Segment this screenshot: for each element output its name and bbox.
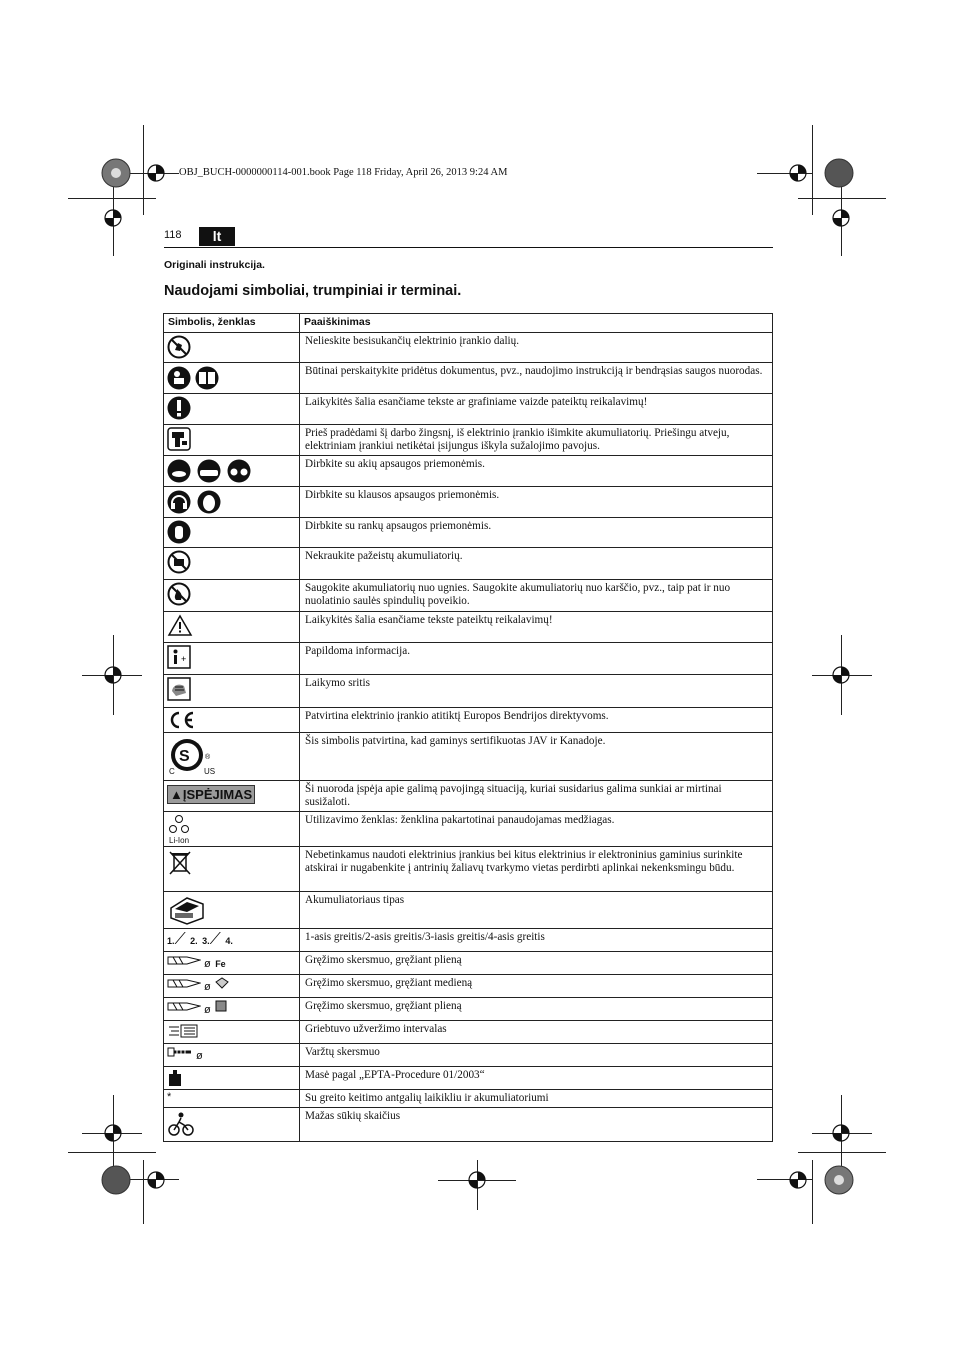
table-row: [164, 333, 773, 363]
row-text: Šis simbolis patvirtina, kad gaminys sertifikuotas JAV ir Kanadoje.: [300, 733, 773, 781]
cyclist-icon: [167, 1110, 195, 1138]
table-row: [164, 548, 773, 580]
symbols-table: [163, 313, 773, 1142]
row-text: Gręžimo skersmuo, gręžiant medieną: [300, 975, 773, 998]
exclamation-icon: [167, 396, 191, 420]
table-row: [164, 975, 773, 998]
speed-gears-icon: 1.⟋ 2. 3.⟋ 4.: [164, 929, 300, 952]
csa-us-label: US: [204, 767, 216, 776]
row-text: Prieš pradėdami šį darbo žingsnį, iš elektrinio įrankio išimkite akumuliatorių. Priešingu atveju, elektriniam įrankiui netikėtai įsijungus iškyla sužalojimo pavojus.: [300, 425, 773, 456]
header-symbol: Simbolis, ženklas: [164, 314, 300, 333]
asterisk-icon: *: [164, 1090, 300, 1108]
weight-icon: [167, 1069, 183, 1087]
speed-3-label: 3.: [202, 936, 210, 946]
table-row: [164, 812, 773, 847]
row-text: Ši nuoroda įspėja apie galimą pavojingą situaciją, kuriai susidarius galima sunkiai ar mirtinai susižaloti.: [300, 781, 773, 812]
table-row: [164, 487, 773, 518]
row-text: 1-asis greitis/2-asis greitis/3-iasis greitis/4-asis greitis: [300, 929, 773, 952]
row-text: Akumuliatoriaus tipas: [300, 892, 773, 929]
warning-badge-icon: ▲ĮSPĖJIMAS: [167, 785, 255, 804]
table-row: [164, 425, 773, 456]
table-row: [164, 1044, 773, 1067]
row-text: Nekraukite pažeistų akumuliatorių.: [300, 548, 773, 580]
drill-wood-icon: [164, 975, 300, 998]
read-manual-icon: [167, 365, 221, 391]
svg-text:S: S: [179, 748, 190, 765]
row-text: Su greito keitimo antgalių laikikliu ir akumuliatoriumi: [300, 1090, 773, 1108]
fe-label: Fe: [215, 959, 226, 969]
table-row: [164, 781, 773, 812]
drill-steel-icon: [164, 952, 300, 975]
row-text: Gręžimo skersmuo, gręžiant plieną: [300, 998, 773, 1021]
table-row: [164, 394, 773, 425]
table-row: [164, 580, 773, 612]
table-row: [164, 1067, 773, 1090]
no-touch-rotating-parts-icon: [167, 335, 191, 359]
speed-4-label: 4.: [225, 936, 233, 946]
table-row: [164, 1108, 773, 1142]
chuck-range-icon: [167, 1023, 201, 1039]
table-row: [164, 518, 773, 548]
ce-mark-icon: [167, 710, 197, 730]
language-badge: lt: [199, 227, 235, 246]
row-text: Mažas sūkių skaičius: [300, 1108, 773, 1142]
subtitle: Originali instrukcija.: [164, 259, 265, 271]
page-number: 118: [164, 229, 182, 241]
crossed-bin-icon: [167, 849, 193, 877]
table-row: [164, 363, 773, 394]
recycling-li-ion-icon: [167, 814, 193, 836]
eye-protection-icon: [167, 458, 251, 484]
row-text: Dirbkite su klausos apsaugos priemonėmis.: [300, 487, 773, 518]
row-text: Griebtuvo užveržimo intervalas: [300, 1021, 773, 1044]
csa-c-label: C: [169, 767, 175, 776]
row-text: Gręžimo skersmuo, gręžiant plieną: [300, 952, 773, 975]
row-text: Saugokite akumuliatorių nuo ugnies. Saugokite akumuliatorių nuo karščio, pvz., taip pat ir nuo nuolatinio saulės spindulių poveikio.: [300, 580, 773, 612]
table-row: [164, 998, 773, 1021]
table-row: [164, 1021, 773, 1044]
row-text: Būtinai perskaitykite pridėtus dokumentus, pvz., naudojimo instrukciją ir bendrąsias saugos nuorodas.: [300, 363, 773, 394]
remove-battery-icon: [167, 427, 191, 451]
warning-badge-label: ĮSPĖJIMAS: [182, 787, 253, 802]
svg-text:®: ®: [205, 754, 211, 761]
row-text: Varžtų skersmuo: [300, 1044, 773, 1067]
diameter-label: ø: [196, 1050, 203, 1062]
battery-fire-icon: [167, 582, 191, 606]
row-text: Masė pagal „EPTA-Procedure 01/2003“: [300, 1067, 773, 1090]
diameter-label: ø: [204, 981, 211, 993]
table-row: [164, 847, 773, 892]
table-row: [164, 952, 773, 975]
battery-pack-icon: [167, 894, 207, 926]
row-text: Laikymo sritis: [300, 675, 773, 708]
drill-masonry-icon: [164, 998, 300, 1021]
table-row: [164, 733, 773, 781]
row-text: Nebetinkamus naudoti elektrinius įrankius bei kitus elektrinius ir elektroninius gaminius surinkite atskirai ir nugabenkite į antrinių žaliavų tvarkymo vietas perdirbti aplinkai nekenksmingu būdu.: [300, 847, 773, 892]
row-text: Papildoma informacija.: [300, 643, 773, 675]
row-text: Dirbkite su rankų apsaugos priemonėmis.: [300, 518, 773, 548]
grip-area-icon: [167, 677, 191, 701]
row-text: Laikykitės šalia esančiame tekste ar grafiniame vaizde pateiktų reikalavimų!: [300, 394, 773, 425]
table-row: [164, 1090, 773, 1108]
header-rule: [164, 247, 773, 248]
screw-diameter-icon: [164, 1044, 300, 1067]
row-text: Laikykitės šalia esančiame tekste pateiktų reikalavimų!: [300, 612, 773, 643]
table-row: [164, 612, 773, 643]
row-text: Patvirtina elektrinio įrankio atitiktį Europos Bendrijos direktyvoms.: [300, 708, 773, 733]
svg-text:+: +: [181, 654, 187, 664]
speed-1-label: 1.: [167, 936, 175, 946]
file-header: OBJ_BUCH-0000000114-001.book Page 118 Friday, April 26, 2013 9:24 AM: [179, 167, 508, 178]
row-text: Utilizavimo ženklas: ženklina pakartotinai panaudojamas medžiagas.: [300, 812, 773, 847]
table-row: [164, 708, 773, 733]
ear-protection-icon: [167, 489, 221, 515]
hand-protection-icon: [167, 520, 191, 544]
table-row: [164, 929, 773, 952]
header-explanation: Paaiškinimas: [300, 314, 773, 333]
page-title: Naudojami simboliai, trumpiniai ir terminai.: [164, 283, 462, 299]
warning-triangle-icon: [167, 614, 193, 638]
li-ion-label: Li-Ion: [169, 836, 190, 845]
table-header-row: [164, 314, 773, 333]
info-icon: [167, 645, 191, 669]
row-text: Nelieskite besisukančių elektrinio įrankio dalių.: [300, 333, 773, 363]
row-text: Dirbkite su akių apsaugos priemonėmis.: [300, 456, 773, 487]
diameter-label: ø: [204, 958, 211, 970]
speed-2-label: 2.: [190, 936, 198, 946]
table-row: [164, 675, 773, 708]
table-row: [164, 643, 773, 675]
diameter-label: ø: [204, 1004, 211, 1016]
no-charge-damaged-battery-icon: [167, 550, 191, 574]
table-row: [164, 456, 773, 487]
table-row: [164, 892, 773, 929]
